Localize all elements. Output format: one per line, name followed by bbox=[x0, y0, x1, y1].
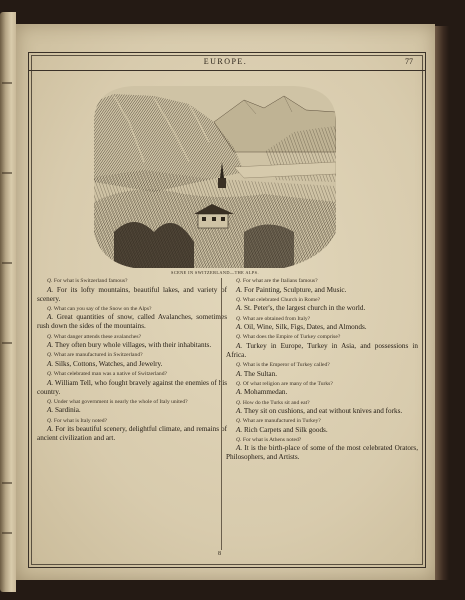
question-text: For what are the Italians famous? bbox=[242, 278, 318, 285]
book-page bbox=[16, 24, 435, 580]
question-text: Under what government is nearly the whole of Italy united? bbox=[53, 398, 188, 405]
a-label: A. bbox=[236, 444, 243, 453]
a-label: A. bbox=[236, 304, 243, 313]
answer bbox=[37, 313, 227, 331]
answer-text: Mohammedan. bbox=[243, 388, 288, 397]
a-label: A. bbox=[47, 285, 54, 294]
answer-text: St. Peter's, the largest church in the world. bbox=[243, 304, 366, 313]
answer bbox=[226, 426, 418, 435]
question-text: What celebrated Church in Rome? bbox=[242, 297, 321, 303]
left-column bbox=[37, 276, 227, 443]
adjacent-page-edge bbox=[0, 12, 16, 592]
question-text: What can you say of the Snow on the Alps? bbox=[53, 306, 152, 312]
a-label: A. bbox=[47, 313, 54, 322]
answer-text: Great quantities of snow, called Avalanches, sometimes rush down the sides of the mountains. bbox=[37, 313, 227, 331]
question-text: For what is Athens noted? bbox=[242, 436, 302, 443]
signature-mark: 8 bbox=[218, 551, 221, 557]
question bbox=[226, 297, 418, 304]
right-column bbox=[226, 276, 418, 462]
q-label: Q. bbox=[47, 306, 53, 312]
a-label: A. bbox=[236, 369, 243, 378]
q-label: Q. bbox=[236, 334, 242, 341]
question bbox=[37, 418, 227, 425]
a-label: A. bbox=[236, 425, 243, 434]
question bbox=[226, 278, 418, 285]
q-label: Q. bbox=[47, 333, 53, 340]
answer-text: They often bury whole villages, with their inhabitants. bbox=[54, 341, 212, 350]
question-text: What are obtained from Italy? bbox=[242, 315, 311, 322]
question-text: What danger attends these avalanches? bbox=[53, 333, 142, 340]
answer bbox=[37, 341, 227, 350]
a-label: A. bbox=[236, 323, 243, 332]
a-label: A. bbox=[236, 341, 243, 350]
q-label: Q. bbox=[236, 278, 242, 285]
question-text: For what is Switzerland famous? bbox=[53, 278, 128, 285]
illustration-caption: SCENE IN SWITZERLAND—THE ALPS. bbox=[171, 270, 259, 275]
question-text: Of what religion are many of the Turks? bbox=[242, 380, 333, 387]
question bbox=[226, 418, 418, 425]
answer-text: Rich Carpets and Silk goods. bbox=[243, 425, 328, 434]
q-label: Q. bbox=[47, 417, 53, 424]
answer-text: For its beautiful scenery, delightful climate, and remains of ancient civilization and art. bbox=[37, 424, 227, 442]
question bbox=[226, 334, 418, 341]
question bbox=[37, 371, 227, 378]
answer bbox=[226, 342, 418, 360]
answer-text: They sit on cushions, and eat without knives and forks. bbox=[243, 406, 403, 415]
answer-text: The Sultan. bbox=[243, 369, 277, 378]
question bbox=[37, 278, 227, 285]
question-text: What is the Emperor of Turkey called? bbox=[242, 362, 330, 369]
answer bbox=[37, 425, 227, 443]
answer bbox=[226, 388, 418, 397]
a-label: A. bbox=[236, 388, 243, 397]
q-label: Q. bbox=[236, 418, 242, 425]
answer bbox=[37, 286, 227, 304]
question-text: How do the Turks sit and eat? bbox=[242, 399, 310, 406]
question-text: For what is Italy noted? bbox=[53, 417, 107, 424]
question bbox=[226, 400, 418, 407]
answer bbox=[226, 323, 418, 332]
header-rule bbox=[28, 70, 425, 71]
question bbox=[37, 352, 227, 359]
question bbox=[37, 306, 227, 313]
answer-text: Sardinia. bbox=[54, 406, 81, 415]
q-label: Q. bbox=[47, 371, 53, 378]
q-label: Q. bbox=[236, 362, 242, 369]
question-text: What celebrated man was a native of Switzerland? bbox=[53, 371, 167, 378]
answer-text: William Tell, who fought bravely against the enemies of his country. bbox=[37, 378, 227, 396]
answer bbox=[226, 444, 418, 462]
question bbox=[226, 362, 418, 369]
answer bbox=[226, 370, 418, 379]
question bbox=[226, 381, 418, 388]
page-edge-shadow bbox=[435, 26, 449, 580]
a-label: A. bbox=[47, 359, 54, 368]
question-text: What does the Empire of Turkey comprise? bbox=[242, 334, 341, 341]
q-label: Q. bbox=[47, 352, 53, 359]
a-label: A. bbox=[47, 406, 54, 415]
answer-text: For Painting, Sculpture, and Music. bbox=[243, 285, 347, 294]
a-label: A. bbox=[236, 406, 243, 415]
question-text: What are manufactured in Switzerland? bbox=[53, 352, 143, 359]
question-text: What are manufactured in Turkey? bbox=[242, 418, 321, 425]
answer-text: Silks, Cottons, Watches, and Jewelry. bbox=[54, 359, 163, 368]
q-label: Q. bbox=[236, 297, 242, 303]
answer bbox=[226, 304, 418, 313]
a-label: A. bbox=[47, 378, 54, 387]
answer bbox=[226, 286, 418, 295]
a-label: A. bbox=[47, 424, 54, 433]
q-label: Q. bbox=[47, 278, 53, 285]
question bbox=[37, 399, 227, 406]
answer-text: It is the birth-place of some of the most celebrated Orators, Philosophers, and Artists. bbox=[226, 444, 419, 462]
page-number: 77 bbox=[405, 57, 413, 66]
question bbox=[226, 316, 418, 323]
answer bbox=[226, 407, 418, 416]
answer-text: Oil, Wine, Silk, Figs, Dates, and Almonds. bbox=[243, 323, 367, 332]
q-label: Q. bbox=[236, 380, 242, 387]
a-label: A. bbox=[47, 341, 54, 350]
answer bbox=[37, 360, 227, 369]
q-label: Q. bbox=[236, 399, 242, 406]
q-label: Q. bbox=[47, 398, 53, 405]
answer-text: Turkey in Europe, Turkey in Asia, and possessions in Africa. bbox=[226, 341, 418, 359]
alps-engraving bbox=[94, 82, 336, 270]
a-label: A. bbox=[236, 285, 243, 294]
column-divider bbox=[221, 278, 222, 550]
answer bbox=[37, 406, 227, 415]
question bbox=[37, 334, 227, 341]
q-label: Q. bbox=[236, 436, 242, 443]
q-label: Q. bbox=[236, 315, 242, 322]
question bbox=[226, 437, 418, 444]
answer bbox=[37, 379, 227, 397]
answer-text: For its lofty mountains, beautiful lakes, and variety of scenery. bbox=[37, 285, 227, 303]
running-head: EUROPE. bbox=[203, 57, 248, 66]
